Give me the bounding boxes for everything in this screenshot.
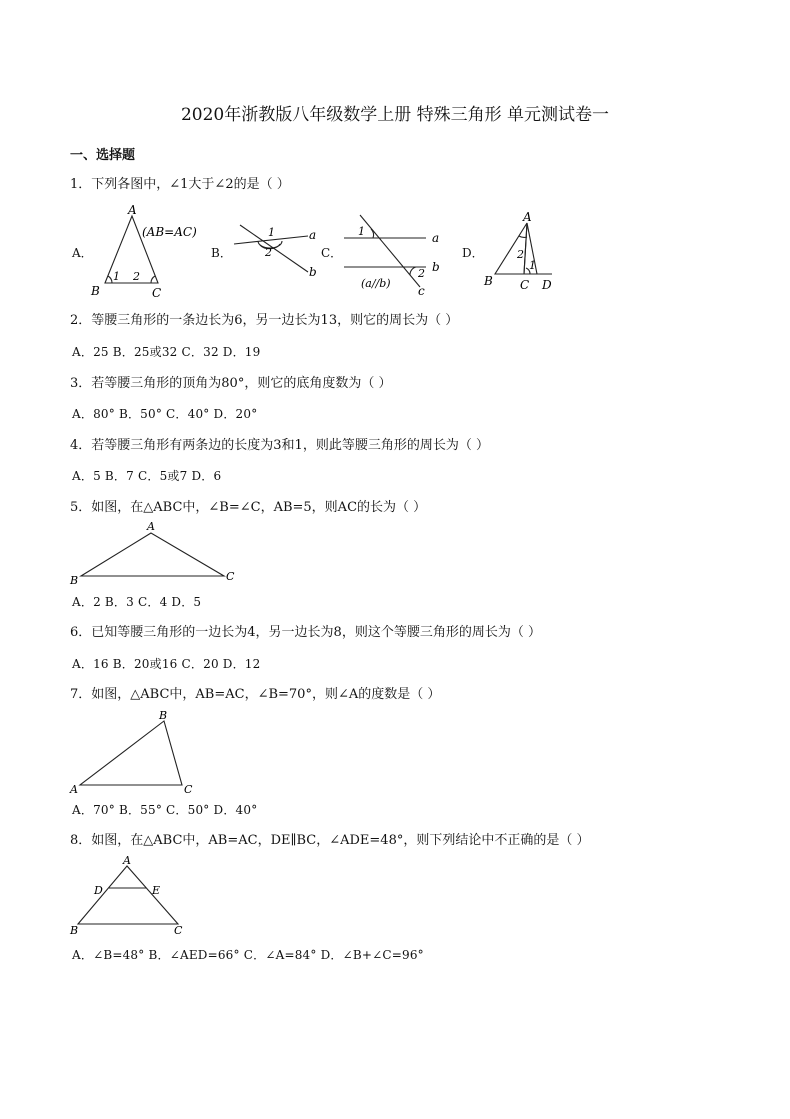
q1c-note: (a//b) [361,277,391,290]
question-8-figure [66,854,196,936]
q1d-label-1: 1 [529,259,536,272]
question-7-figure [66,707,206,795]
q1b-label-b: b [309,265,317,279]
question-8-options: A．∠B=48° B．∠AED=66° C．∠A=84° D．∠B+∠C=96° [72,948,424,962]
q1a-label-b: B [91,284,100,298]
q1b-label-a: a [309,228,317,242]
q1a-label-c: C [152,286,162,300]
q7-label-b: B [159,709,168,722]
q1-option-a-label: A． [72,246,93,260]
q1-figure-d [480,208,570,296]
question-5-figure [66,518,246,586]
q8-label-e: E [152,884,161,897]
q8-label-a: A [123,854,131,867]
question-2-stem: 2．等腰三角形的一条边长为6，另一边长为13，则它的周长为（ ） [70,313,459,328]
section-heading: 一、选择题 [70,148,136,163]
q1-option-c-label: C． [321,246,343,260]
question-6-stem: 6．已知等腰三角形的一边长为4，另一边长为8，则这个等腰三角形的周长为（ ） [70,625,541,640]
q7-label-c: C [184,783,193,796]
q1a-angle-arc-1 [108,276,112,283]
q1d-label-b: B [484,274,493,288]
q1-figure-c [338,205,453,300]
q7-triangle [80,721,182,785]
page-title: 2020年浙教版八年级数学上册 特殊三角形 单元测试卷一 [180,105,610,125]
q1d-line-ad [524,223,527,274]
q1c-angle-arc-2 [410,267,416,275]
q1d-label-c: C [520,278,530,292]
q1a-label-1: 1 [113,270,120,283]
question-8-stem: 8．如图，在△ABC中，AB=AC，DE∥BC，∠ADE=48°，则下列结论中不正确的是（ ） [70,833,590,848]
question-2-options: A．25 B．25或32 C．32 D．19 [72,345,261,359]
question-3-stem: 3．若等腰三角形的顶角为80°，则它的底角度数为（ ） [70,376,392,391]
q1d-label-2: 2 [517,248,524,261]
question-7-options: A．70° B．55° C．50° D．40° [72,803,258,817]
question-6-options: A．16 B．20或16 C．20 D．12 [72,657,261,671]
q8-triangle [78,866,178,924]
q1a-label-2: 2 [133,270,140,283]
q8-label-d: D [94,884,103,897]
q1a-label-a: A [128,203,137,217]
q5-label-a: A [147,520,155,533]
q1b-label-2: 2 [265,246,272,259]
q1c-label-b: b [432,260,440,274]
q1d-label-d: D [542,278,552,292]
question-5-options: A．2 B．3 C．4 D．5 [72,595,202,609]
q1c-label-a: a [432,231,440,245]
q1a-note: (AB=AC) [142,225,197,239]
q1-option-d-label: D． [462,246,484,260]
q7-label-a: A [70,783,78,796]
q1-option-b-label: B． [211,246,232,260]
q1c-label-c: c [418,284,425,298]
q5-label-b: B [70,574,79,587]
q1c-label-2: 2 [418,267,425,280]
question-4-stem: 4．若等腰三角形有两条边的长度为3和1，则此等腰三角形的周长为（ ） [70,438,489,453]
q1b-label-1: 1 [268,226,275,239]
question-4-options: A．5 B．7 C．5或7 D．6 [72,469,222,483]
q1c-label-1: 1 [358,225,365,238]
q1-figure-a [85,200,200,300]
q8-label-c: C [174,924,183,937]
question-7-stem: 7．如图，△ABC中，AB=AC，∠B=70°，则∠A的度数是（ ） [70,687,441,702]
question-1-stem: 1．下列各图中，∠1大于∠2的是（ ） [70,177,290,192]
q5-triangle [81,533,224,576]
q5-label-c: C [226,570,235,583]
q1a-angle-arc-2 [151,276,155,283]
q8-label-b: B [70,924,79,937]
q1d-label-a: A [523,210,532,224]
q1-figure-b [228,220,328,280]
question-5-stem: 5．如图，在△ABC中，∠B=∠C，AB=5，则AC的长为（ ） [70,500,427,515]
question-3-options: A．80° B．50° C．40° D．20° [72,407,258,421]
